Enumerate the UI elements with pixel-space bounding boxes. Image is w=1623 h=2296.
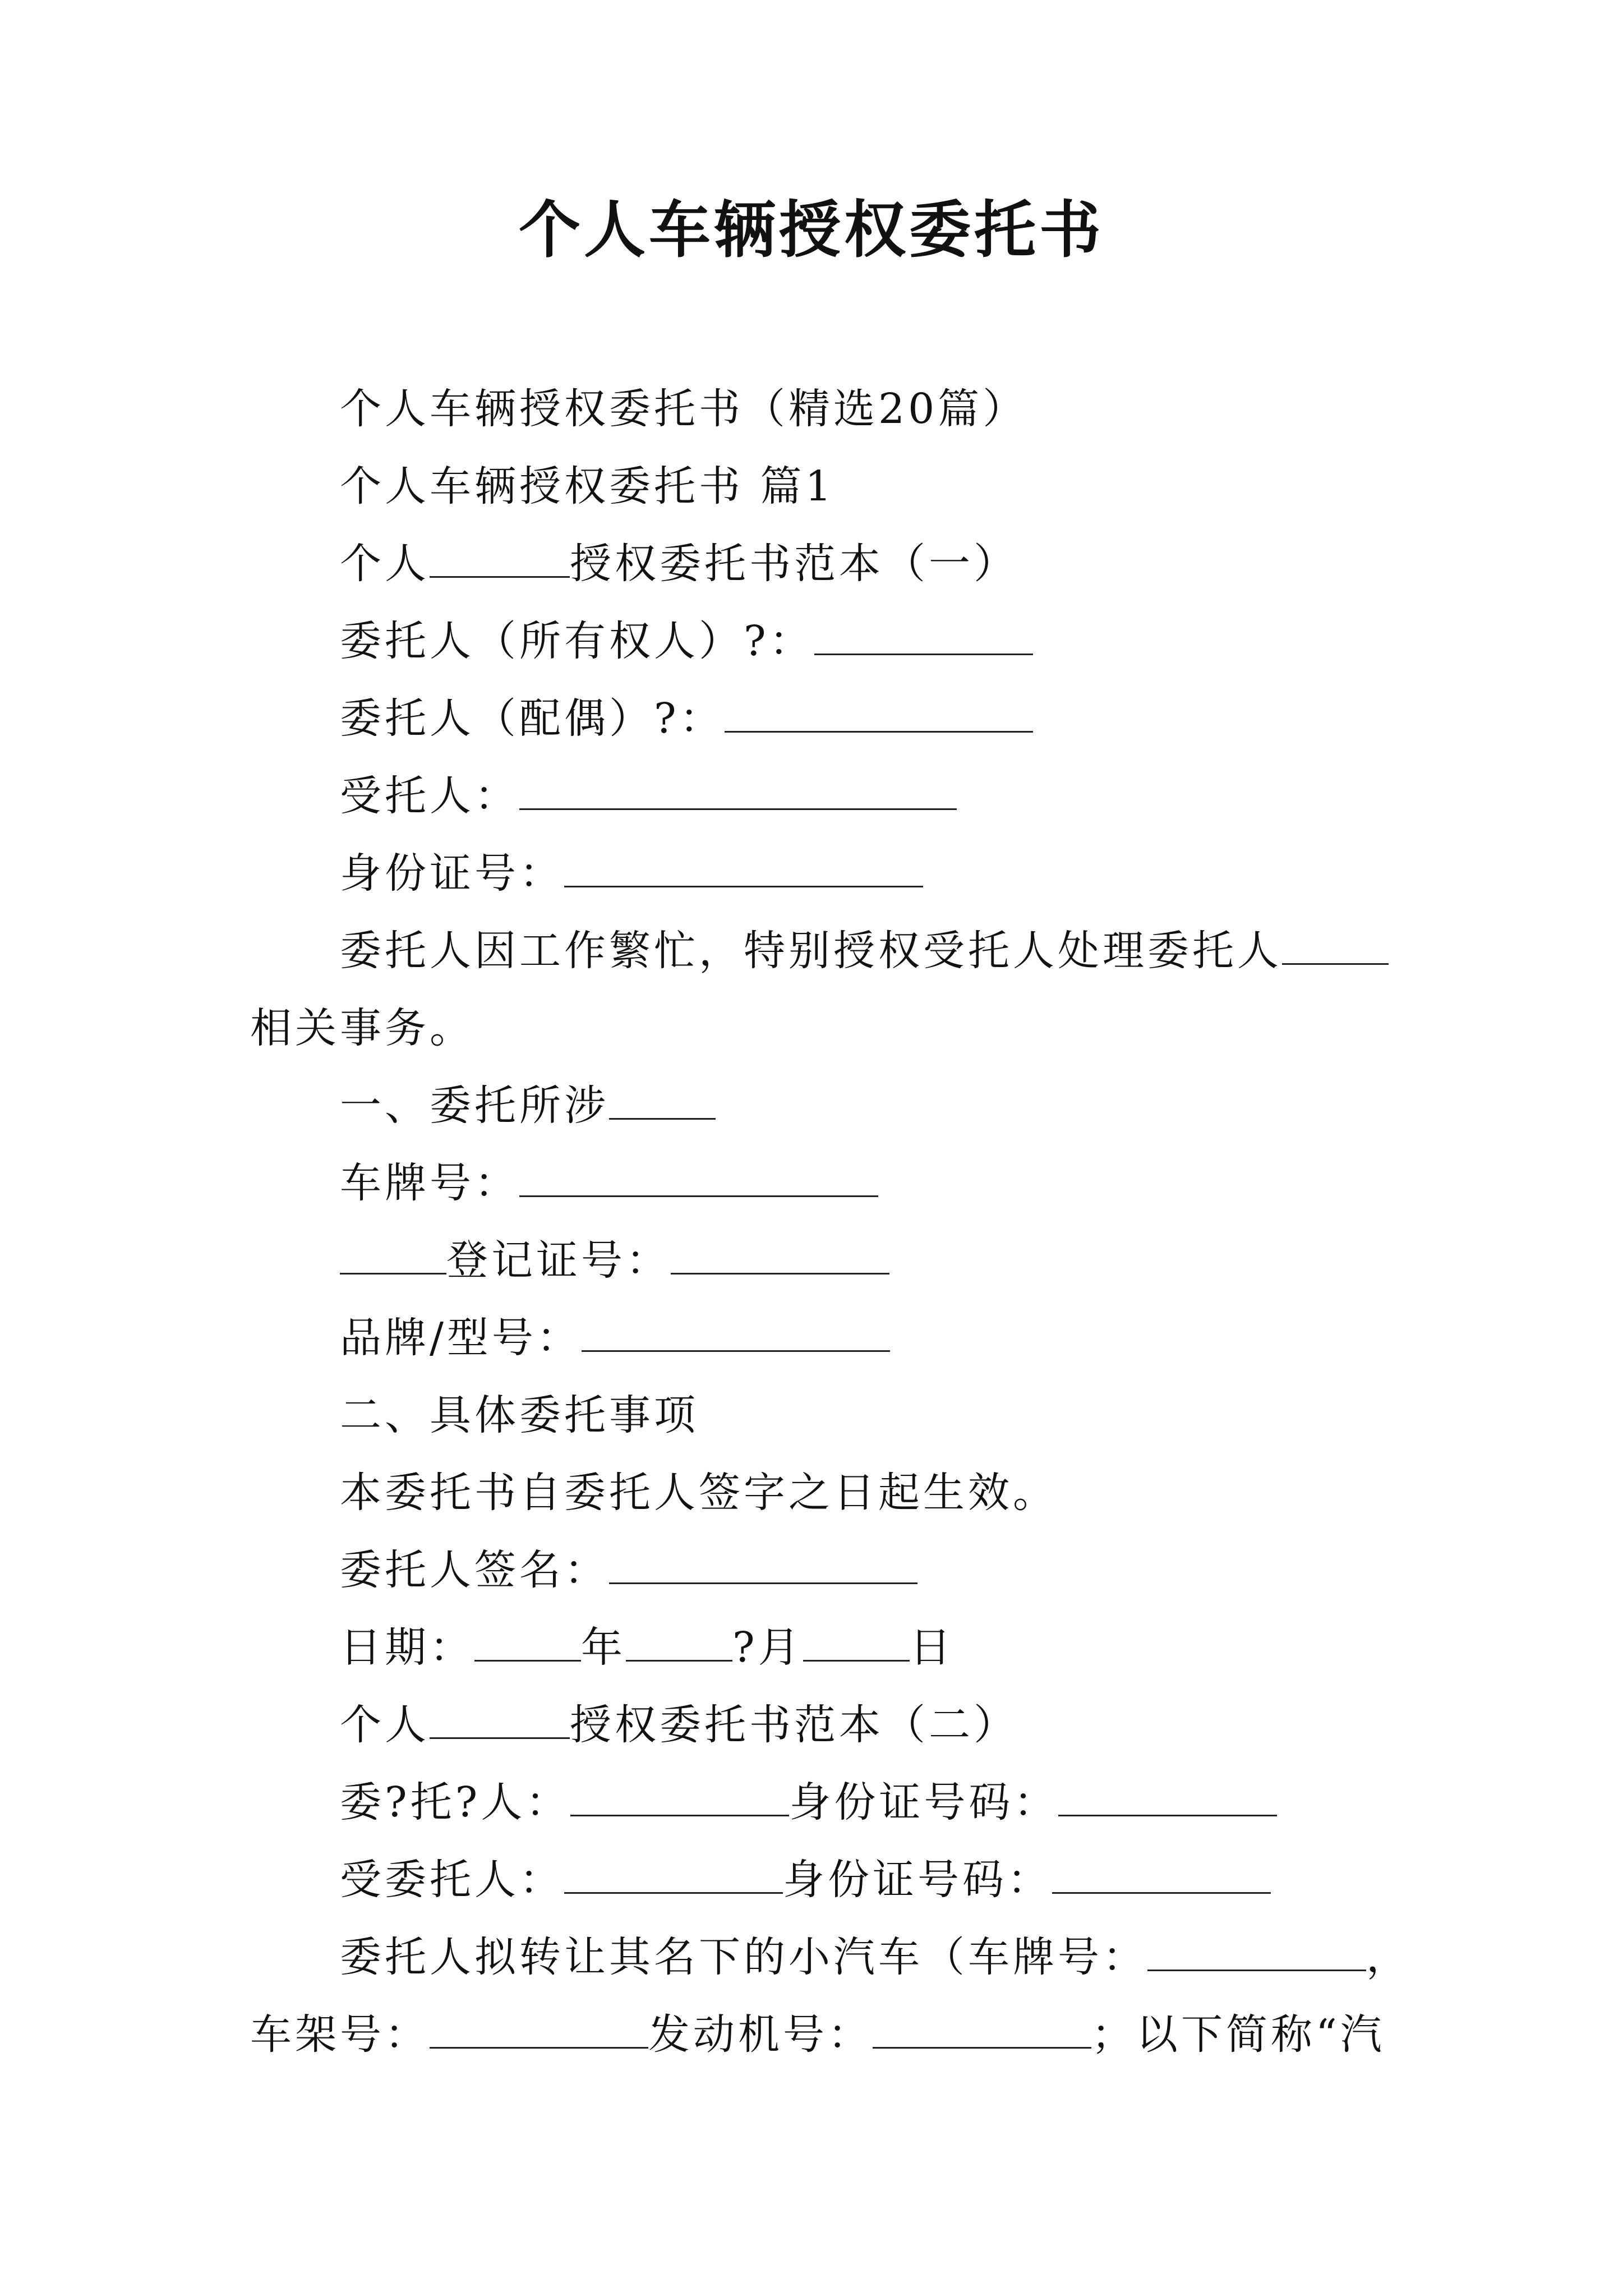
line-text: 本委托书自委托人签字之日起生效。 xyxy=(340,1469,1058,1517)
paragraph-line xyxy=(250,1144,1383,1222)
fill-in-blank xyxy=(564,1856,783,1894)
line-text: 委托人（所有权人）?： xyxy=(340,617,814,665)
paragraph-line xyxy=(250,1996,1383,2073)
paragraph-line xyxy=(250,1222,1383,1299)
line-text: 车架号： xyxy=(250,2010,430,2059)
line-text: 车牌号： xyxy=(340,1159,519,1207)
paragraph-line xyxy=(250,680,1383,757)
line-text: 发动机号： xyxy=(648,2010,873,2059)
fill-in-blank xyxy=(519,772,957,810)
line-text: ， xyxy=(1366,1933,1411,1981)
line-text: 委?托?人： xyxy=(340,1778,571,1826)
fill-in-blank xyxy=(609,1082,716,1120)
line-text: 身份证号码： xyxy=(783,1856,1052,1904)
fill-in-blank xyxy=(1052,1856,1271,1894)
paragraph-line xyxy=(250,525,1383,602)
paragraph-line xyxy=(250,448,1383,525)
line-text: 受托人： xyxy=(340,772,519,820)
line-text: 个人 xyxy=(340,1701,430,1749)
line-text: 身份证号： xyxy=(340,849,564,898)
line-text: 登记证号： xyxy=(446,1236,671,1285)
fill-in-blank xyxy=(626,1624,732,1662)
line-text: 日期： xyxy=(340,1623,474,1672)
paragraph-line xyxy=(250,990,1383,1067)
fill-in-blank xyxy=(564,850,923,887)
paragraph-line xyxy=(250,757,1383,835)
paragraph-line xyxy=(250,1609,1383,1686)
fill-in-blank xyxy=(340,1237,446,1274)
paragraph-line xyxy=(250,1531,1383,1609)
paragraph-line xyxy=(250,1067,1383,1144)
fill-in-blank xyxy=(1282,927,1389,965)
fill-in-blank xyxy=(430,1701,570,1739)
line-text: 授权委托书范本（二） xyxy=(570,1701,1018,1749)
paragraph-line xyxy=(250,370,1383,448)
line-text: 相关事务。 xyxy=(250,1004,474,1052)
line-text: 受委托人： xyxy=(340,1856,564,1904)
line-text: 委托人签名： xyxy=(340,1546,609,1594)
line-text: 个人 xyxy=(340,540,430,588)
line-text: 委托人（配偶）?： xyxy=(340,694,725,743)
line-text: 个人车辆授权委托书 篇1 xyxy=(340,462,835,510)
line-text: 个人车辆授权委托书（精选20篇） xyxy=(340,385,1028,433)
fill-in-blank xyxy=(474,1624,581,1662)
fill-in-blank xyxy=(1058,1779,1277,1816)
line-text: 委托人拟转让其名下的小汽车（车牌号： xyxy=(340,1933,1147,1981)
paragraph-line xyxy=(250,1764,1383,1841)
paragraph-line xyxy=(250,912,1383,990)
fill-in-blank xyxy=(430,540,570,578)
line-text: 一、委托所涉 xyxy=(340,1082,609,1130)
paragraph-line xyxy=(250,1918,1411,1996)
paragraph-line xyxy=(250,602,1383,680)
fill-in-blank xyxy=(609,1547,917,1584)
fill-in-blank xyxy=(873,2011,1091,2049)
paragraph-line xyxy=(250,835,1383,912)
line-text: 二、具体委托事项 xyxy=(340,1391,699,1439)
fill-in-blank xyxy=(803,1624,910,1662)
line-text: 日 xyxy=(909,1623,955,1672)
document-title: 个人车辆授权委托书 xyxy=(519,194,1104,266)
line-text: 品牌/型号： xyxy=(340,1314,582,1362)
paragraph-line xyxy=(250,1686,1383,1764)
fill-in-blank xyxy=(671,1237,889,1274)
fill-in-blank xyxy=(570,1779,789,1816)
line-text: 授权委托书范本（一） xyxy=(570,540,1018,588)
line-text: ?月 xyxy=(732,1623,803,1672)
fill-in-blank xyxy=(582,1314,890,1352)
paragraph-line xyxy=(250,1299,1383,1377)
fill-in-blank xyxy=(519,1159,878,1197)
line-text: 委托人因工作繁忙，特别授权受托人处理委托人 xyxy=(340,927,1282,975)
fill-in-blank xyxy=(814,618,1033,655)
paragraph-line xyxy=(250,1841,1383,1918)
paragraph-line xyxy=(250,1377,1383,1454)
line-text: 身份证号码： xyxy=(789,1778,1059,1826)
document-body xyxy=(250,370,1411,2073)
paragraph-line xyxy=(250,1454,1383,1531)
fill-in-blank xyxy=(725,695,1033,733)
fill-in-blank xyxy=(1147,1934,1366,1971)
line-text: ；以下简称“汽 xyxy=(1091,2010,1385,2059)
fill-in-blank xyxy=(430,2011,648,2049)
line-text: 年 xyxy=(581,1623,626,1672)
